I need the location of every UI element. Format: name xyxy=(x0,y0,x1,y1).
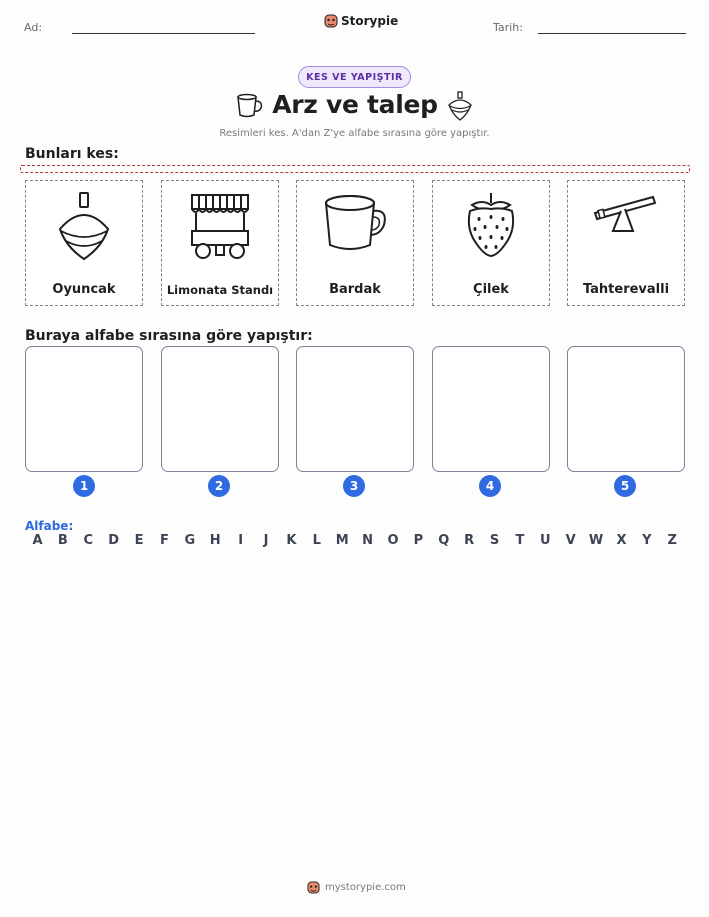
alphabet-letter: A xyxy=(32,533,43,548)
activity-badge: KES VE YAPIŞTIR xyxy=(298,66,411,88)
alphabet-letter: B xyxy=(57,533,68,548)
paste-box-5[interactable] xyxy=(567,346,685,472)
spinning-top-icon xyxy=(447,91,473,121)
alphabet-label: Alfabe: xyxy=(25,519,74,533)
date-label: Tarih: xyxy=(493,21,523,34)
alphabet-letter: S xyxy=(489,533,500,548)
cut-line xyxy=(20,165,690,173)
seesaw-icon xyxy=(591,189,661,239)
alphabet-letter: H xyxy=(209,533,221,548)
alphabet-letter: Y xyxy=(642,533,652,548)
alphabet-letter: C xyxy=(83,533,94,548)
paste-heading: Buraya alfabe sırasına göre yapıştır: xyxy=(25,328,313,344)
storypie-mascot-icon xyxy=(324,13,338,29)
instructions: Resimleri kes. A'dan Z'ye alfabe sırasına göre yapıştır. xyxy=(219,128,490,139)
footer-url[interactable]: mystorypie.com xyxy=(325,882,406,893)
cut-card-5[interactable] xyxy=(567,180,685,306)
cup-icon xyxy=(320,189,390,259)
cut-card-2[interactable] xyxy=(161,180,279,306)
name-label: Ad: xyxy=(24,21,43,34)
alphabet-letter: G xyxy=(184,533,196,548)
date-line[interactable] xyxy=(538,33,686,34)
alphabet-letter: U xyxy=(540,533,551,548)
name-line[interactable] xyxy=(72,33,255,34)
page-title: Arz ve talep xyxy=(272,90,438,119)
alphabet-letter: D xyxy=(108,533,120,548)
brand-name: Storypie xyxy=(341,14,399,28)
cut-heading: Bunları kes: xyxy=(25,146,119,162)
card-label: Oyuncak xyxy=(52,282,116,297)
alphabet-letter: R xyxy=(464,533,475,548)
number-badge-1: 1 xyxy=(73,475,95,497)
number-badge-4: 4 xyxy=(479,475,501,497)
alphabet-letter: L xyxy=(312,533,321,548)
cut-card-1[interactable] xyxy=(25,180,143,306)
alphabet-letter: J xyxy=(263,533,269,548)
alphabet-letter: W xyxy=(588,533,604,548)
number-badge-2: 2 xyxy=(208,475,230,497)
alphabet-letter: V xyxy=(565,533,576,548)
alphabet-letter: P xyxy=(413,533,424,548)
alphabet-letter: I xyxy=(238,533,244,548)
paste-box-4[interactable] xyxy=(432,346,550,472)
cut-card-3[interactable] xyxy=(296,180,414,306)
number-badge-5: 5 xyxy=(614,475,636,497)
alphabet-letter: T xyxy=(515,533,525,548)
card-label: Bardak xyxy=(329,282,381,297)
footer xyxy=(307,880,406,895)
alphabet-letter: N xyxy=(362,533,374,548)
card-label: Tahterevalli xyxy=(582,282,670,297)
alphabet-letter: O xyxy=(387,533,399,548)
lemonade-stand-icon xyxy=(188,189,252,261)
cut-card-4[interactable] xyxy=(432,180,550,306)
brand-logo xyxy=(324,13,398,29)
number-badge-3: 3 xyxy=(343,475,365,497)
strawberry-icon xyxy=(462,189,520,259)
card-label: Çilek xyxy=(473,282,509,297)
card-label: Limonata Standı xyxy=(166,283,274,297)
alphabet-letter: E xyxy=(134,533,144,548)
paste-box-1[interactable] xyxy=(25,346,143,472)
alphabet-letter: M xyxy=(335,533,349,548)
spinning-top-icon xyxy=(54,189,114,264)
alphabet-letter: K xyxy=(286,533,297,548)
alphabet-letter: Z xyxy=(667,533,677,548)
alphabet-row xyxy=(25,533,685,548)
storypie-mascot-icon xyxy=(307,880,320,895)
alphabet-letter: F xyxy=(160,533,169,548)
paste-box-3[interactable] xyxy=(296,346,414,472)
alphabet-letter: Q xyxy=(438,533,450,548)
paste-box-2[interactable] xyxy=(161,346,279,472)
alphabet-letter: X xyxy=(616,533,627,548)
